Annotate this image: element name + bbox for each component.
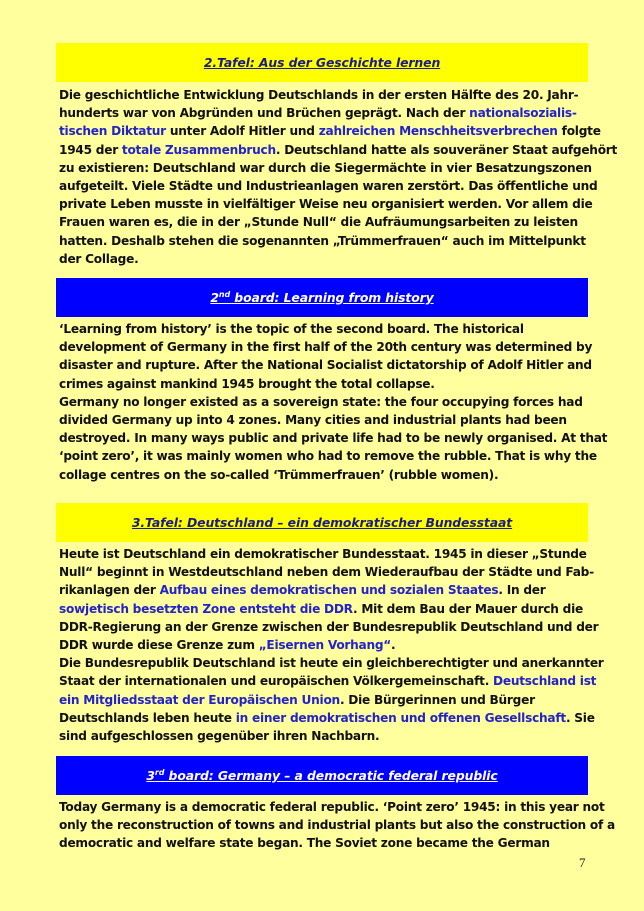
body-text: divided Germany up into 4 zones. Many cities and industrial plants had been (59, 413, 567, 428)
text-line (59, 834, 599, 852)
highlighted-text: zahlreichen Menschheitsverbrechen (318, 124, 558, 139)
text-line (59, 618, 599, 636)
body-text: der Collage. (59, 251, 139, 266)
text-line (59, 709, 599, 727)
body-text: Heute ist Deutschland ein demokratischer Bundesstaat. 1945 in dieser „Stunde (59, 547, 587, 561)
text-line (59, 545, 599, 563)
body-text: . Mit dem Bau der Mauer durch die (353, 601, 583, 616)
body-text: Staat der internationalen und europäischen Völkergemeinschaft. (59, 674, 494, 689)
body-text: Today Germany is a democratic federal republic. ‘Point zero’ 1945: in this year not (59, 800, 605, 814)
text-line (59, 672, 599, 690)
paragraph-tafel-2 (59, 86, 618, 268)
text-line (59, 429, 608, 447)
text-line (59, 375, 599, 393)
text-line (59, 104, 599, 122)
body-text: . In der (498, 583, 546, 598)
highlighted-text: tischen Diktatur (59, 124, 166, 139)
heading-text: 3rd board: Germany – a democratic federal republic (146, 768, 498, 783)
paragraph-board-3 (59, 798, 615, 853)
body-text: development of Germany in the first half of the 20th century was determined by (59, 340, 593, 355)
body-text: Die Bundesrepublik Deutschland ist heute ein gleichberechtigter und anerkannter (59, 656, 604, 671)
body-text: Germany no longer existed as a sovereign state: the four occupying forces had (59, 394, 583, 409)
highlighted-text: „Eisernen Vorhang“ (258, 638, 392, 653)
section-heading-board-2 (56, 278, 588, 317)
body-text: . Die Bürgerinnen und Bürger (339, 692, 535, 707)
heading-text: 3.Tafel: Deutschland – ein demokratischer Bundesstaat (131, 515, 513, 530)
text-line (59, 177, 599, 195)
text-line (59, 122, 599, 140)
body-text: collage centres on the so-called ‘Trümmerfrauen’ (rubble women). (59, 467, 499, 482)
text-line (59, 798, 605, 816)
body-text: hunderts war von Abgründen und Brüchen geprägt. Nach der (59, 106, 470, 121)
text-line (59, 600, 599, 618)
text-line (59, 86, 599, 104)
text-line (59, 320, 599, 338)
body-text: . (391, 638, 396, 653)
body-text: DDR wurde diese Grenze zum (59, 638, 259, 653)
body-text: Die geschichtliche Entwicklung Deutschlands in der ersten Hälfte des 20. Jahr- (59, 88, 579, 102)
body-text: DDR-Regierung an der Grenze zwischen der Bundesrepublik Deutschland und der (59, 619, 599, 634)
highlighted-text: sowjetisch besetzten Zone entsteht die DDR (59, 601, 354, 616)
body-text: hatten. Deshalb stehen die sogenannten „Trümmerfrauen“ auch im Mittelpunkt (59, 233, 586, 248)
text-line (59, 447, 599, 465)
body-text: 1945 der (59, 142, 122, 157)
text-line (59, 338, 599, 356)
text-line (59, 213, 599, 231)
body-text: . Deutschland hatte als souveräner Staat aufgehört (275, 142, 618, 157)
section-heading-tafel-2 (56, 43, 588, 82)
body-text: destroyed. In many ways public and private life had to be newly organised. At that (59, 431, 608, 446)
highlighted-text: ein Mitgliedsstaat der Europäischen Union (59, 692, 340, 707)
highlighted-text: totale Zusammenbruch (121, 142, 276, 157)
body-text: disaster and rupture. After the National Socialist dictatorship of Adolf Hitler and (59, 358, 592, 373)
body-text: Frauen waren es, die in der „Stunde Null“ die Aufräumungsarbeiten zu leisten (59, 215, 578, 230)
text-line (59, 727, 599, 745)
body-text: crimes against mankind 1945 brought the total collapse. (59, 376, 435, 391)
body-text: sind aufgeschlossen gegenüber ihren Nachbarn. (59, 729, 380, 744)
body-text: folgte (557, 124, 601, 139)
body-text: Null“ beginnt in Westdeutschland neben dem Wiederaufbau der Städte und Fab- (59, 565, 594, 580)
body-text: rikanlagen der (59, 583, 160, 598)
heading-text: 2nd board: Learning from history (210, 290, 434, 305)
body-text: private Leben musste in vielfältiger Weise neu organisiert werden. Vor allem die (59, 197, 593, 212)
body-text: zu existieren: Deutschland war durch die Siegermächte in vier Besatzungszonen (59, 160, 592, 175)
text-line (59, 393, 599, 411)
highlighted-text: in einer demokratischen und offenen Gesellschaft (235, 710, 566, 725)
text-line (59, 563, 599, 581)
body-text: aufgeteilt. Viele Städte und Industrieanlagen waren zerstört. Das öffentliche und (59, 179, 598, 194)
text-line (59, 232, 599, 250)
text-line (59, 141, 618, 159)
body-text: democratic and welfare state began. The Soviet zone became the German (59, 836, 550, 851)
text-line (59, 411, 599, 429)
paragraph-tafel-3 (59, 545, 604, 745)
text-line (59, 250, 599, 268)
text-line (59, 466, 599, 484)
text-line (59, 636, 599, 654)
section-heading-tafel-3 (56, 503, 588, 542)
body-text: ‘Learning from history’ is the topic of the second board. The historical (59, 322, 524, 336)
highlighted-text: nationalsozialis- (469, 106, 577, 121)
body-text: only the reconstruction of towns and industrial plants but also the construction of a (59, 818, 615, 833)
body-text: unter Adolf Hitler und (165, 124, 319, 139)
page-number: 7 (579, 855, 586, 870)
body-text: ‘point zero’, it was mainly women who had to remove the rubble. That is why the (59, 449, 597, 464)
text-line (59, 816, 615, 834)
highlighted-text: Deutschland ist (493, 674, 597, 689)
text-line (59, 356, 599, 374)
text-line (59, 654, 604, 672)
text-line (59, 581, 599, 599)
text-line (59, 195, 599, 213)
section-heading-board-3 (56, 756, 588, 795)
text-line (59, 691, 599, 709)
highlighted-text: Aufbau eines demokratischen und sozialen Staates (159, 583, 499, 598)
body-text: Deutschlands leben heute (59, 710, 236, 725)
text-line (59, 159, 599, 177)
paragraph-board-2 (59, 320, 608, 484)
heading-text: 2.Tafel: Aus der Geschichte lernen (203, 55, 441, 70)
body-text: . Sie (565, 710, 595, 725)
